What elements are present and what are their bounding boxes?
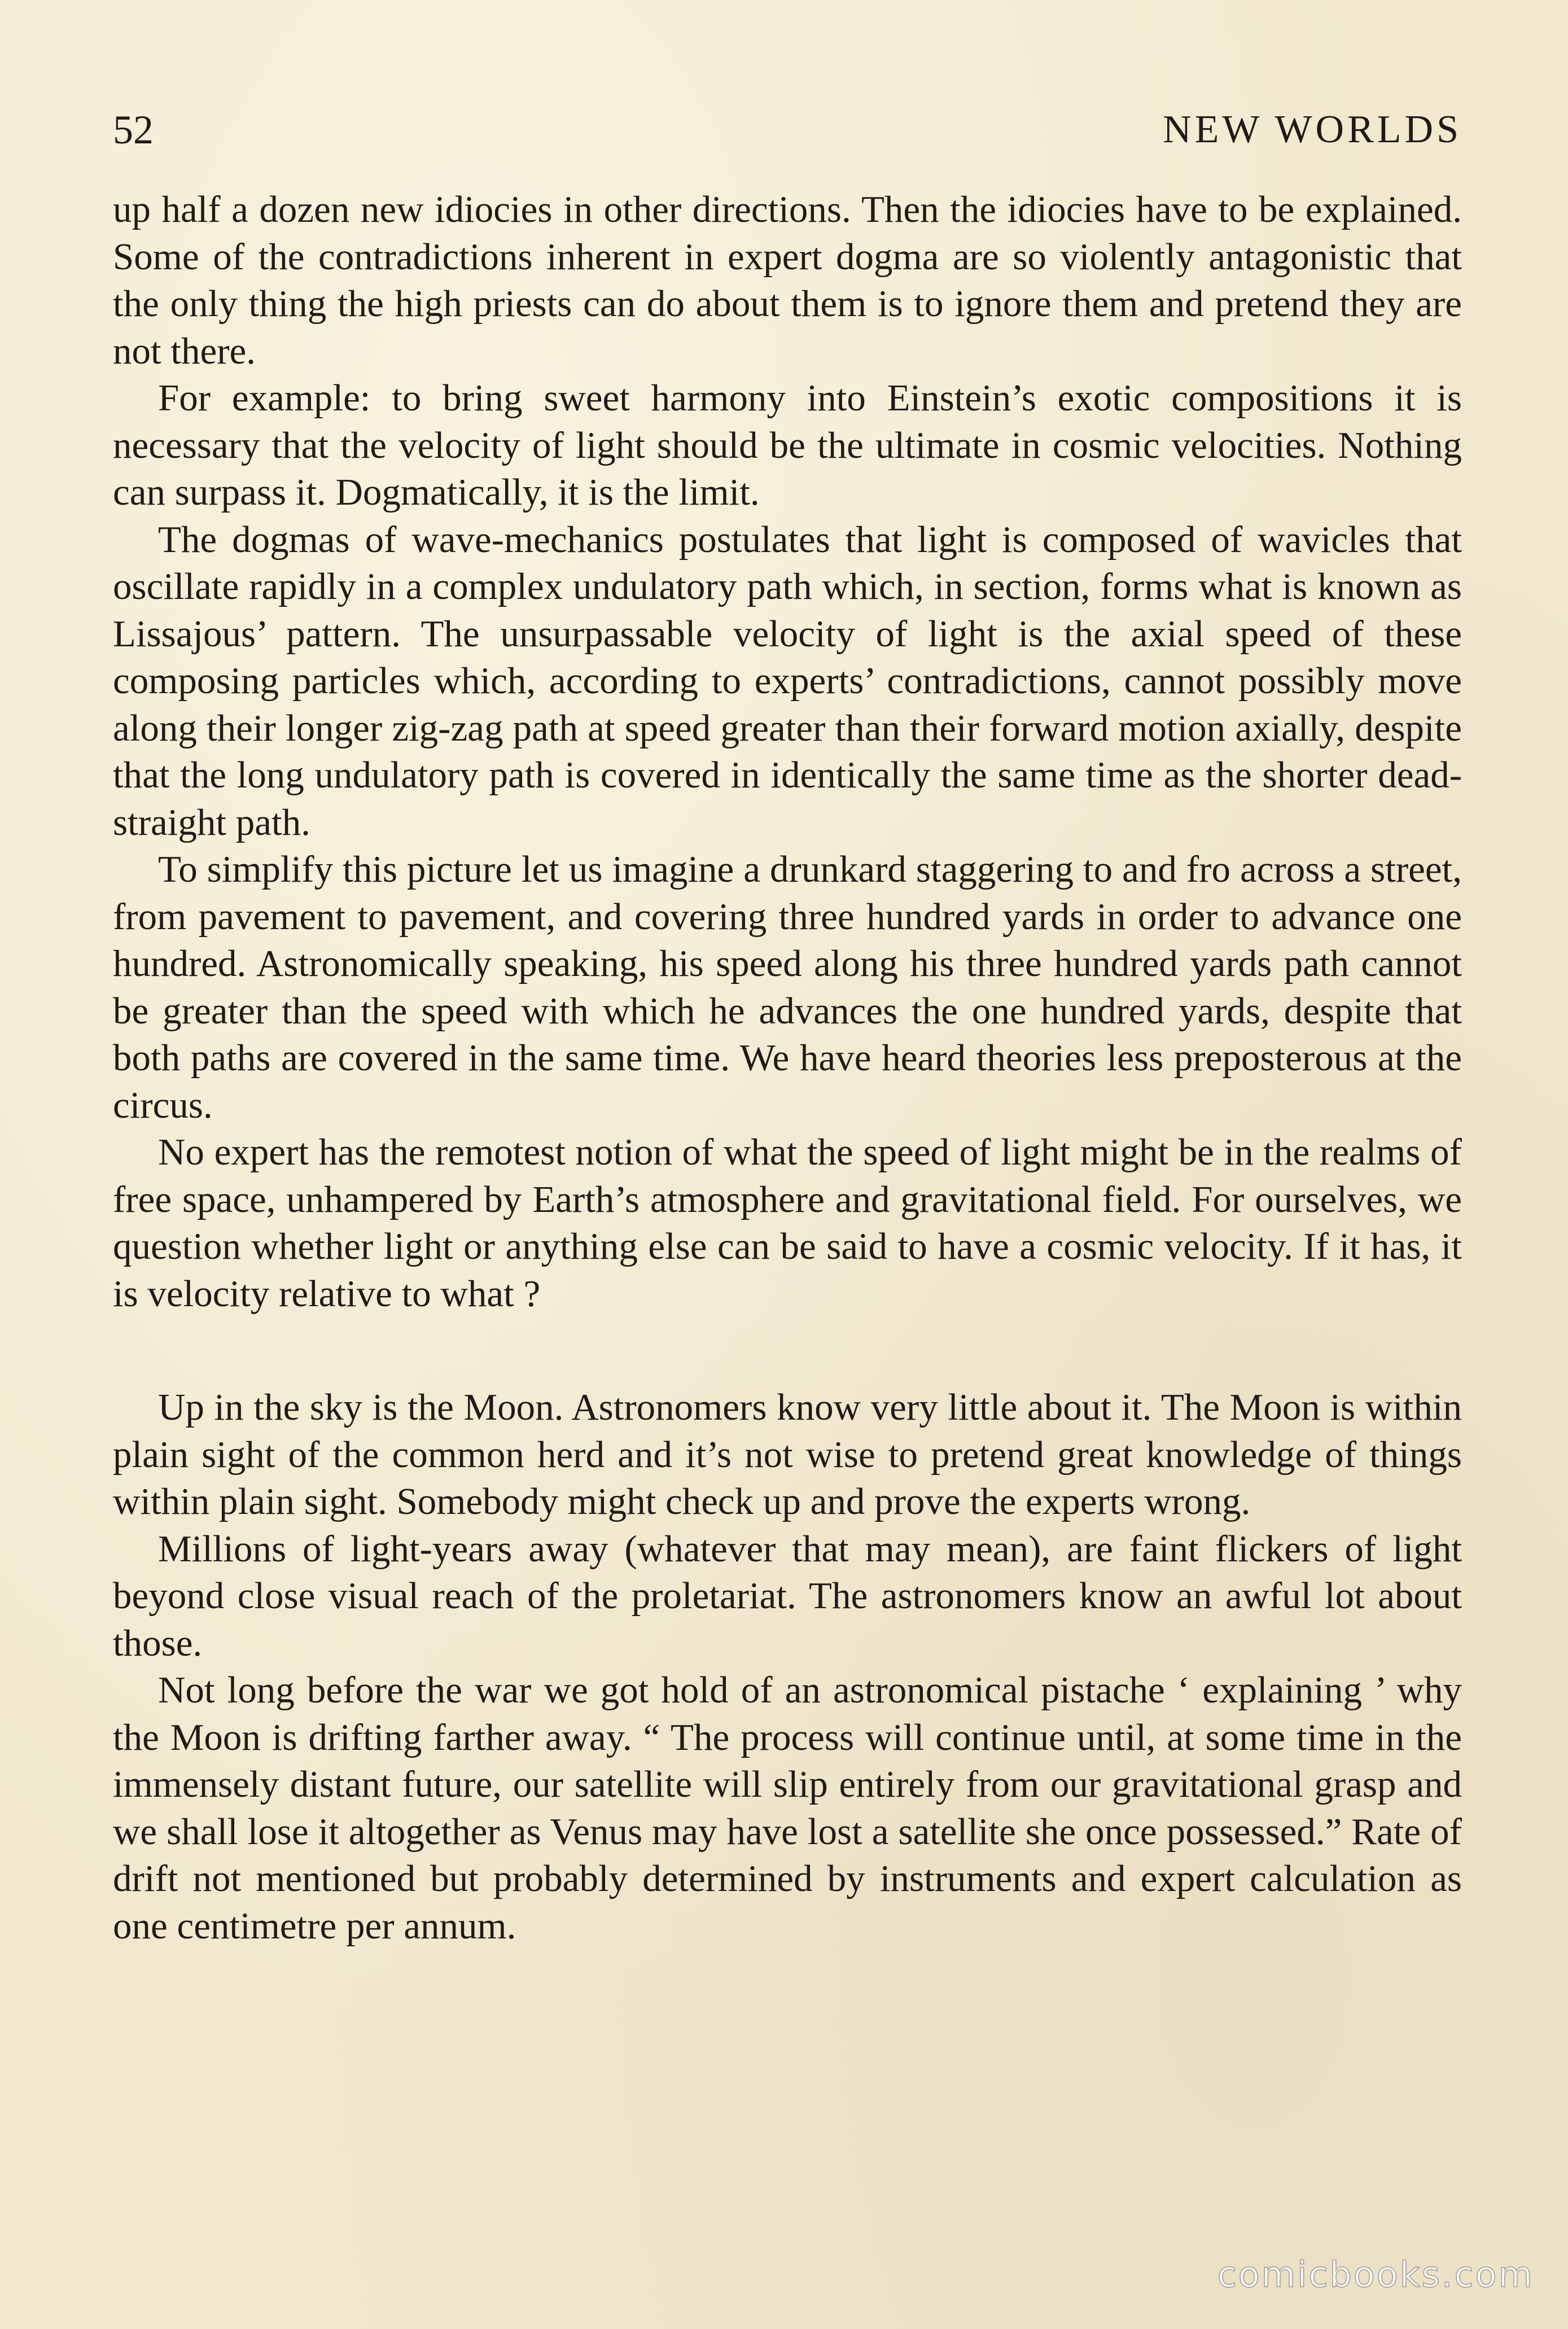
paragraph-light-years: Millions of light-years away (whatever that may mean), are faint flickers of light beyond close visual reach of the proletariat. The astronomers know an awful lot about those.: [113, 1527, 1462, 1664]
paragraph-moon-drift: Not long before the war we got hold of an astronomical pistache ‘ explaining ’ why the Moon is drifting farther away. “ The process will continue until, at some time in the immensely distant future, our satellite will slip entirely from our gravitational grasp and we shall lose it altogether as Venus may have lost a satellite she once possessed.” Rate of drift not mentioned but probably determined by instruments and expert calculation as one centimetre per annum.: [113, 1669, 1462, 1947]
page-number: 52: [113, 107, 154, 152]
paragraph-drunkard: To simplify this picture let us imagine a drunkard staggering to and fro across a street, from pavement to pavement, and covering three hundred yards in order to advance one hundred. Astronomically speaking, his speed along his three hundred yards path cannot be greater than the speed with which he advances the one hundred yards, despite that both paths are covered in the same time. We have heard theories less preposterous at the circus.: [113, 848, 1462, 1126]
paragraph-einstein: For example: to bring sweet harmony into Einstein’s exotic compositions it is necessary that the velocity of light should be the ultimate in cosmic velocities. Nothing can surpass it. Dogmatically, it is the limit.: [113, 377, 1462, 513]
watermark-logo: comicbooks.com: [1217, 2254, 1534, 2295]
body-text: [113, 186, 1462, 1950]
paragraph-moon: Up in the sky is the Moon. Astronomers know very little about it. The Moon is within plain sight of the common herd and it’s not wise to pretend great knowledge of things within plain sight. Somebody might check up and prove the experts wrong.: [113, 1386, 1462, 1522]
page-header: [113, 102, 1462, 158]
section-break: [113, 1317, 1462, 1384]
paragraph-speed-of-light: No expert has the remotest notion of what the speed of light might be in the realms of free space, unhampered by Earth’s atmosphere and gravitational field. For ourselves, we question whether light or anything else can be said to have a cosmic velocity. If it has, it is velocity relative to what ?: [113, 1131, 1462, 1315]
running-title: NEW WORLDS: [1163, 108, 1462, 151]
paragraph-continued: up half a dozen new idiocies in other directions. Then the idiocies have to be explained. Some of the contradictions inherent in expert dogma are so violently antagonistic that the only thing the high priests can do about them is to ignore them and pretend they are not there.: [113, 189, 1462, 372]
paragraph-wave-mechanics: The dogmas of wave-mechanics postulates that light is composed of wavicles that oscillate rapidly in a complex undulatory path which, in section, forms what is known as Lissajous’ pattern. The unsurpassable velocity of light is the axial speed of these composing particles which, according to experts’ contradictions, cannot possibly move along their longer zig-zag path at speed greater than their forward motion axially, despite that the long undulatory path is covered in identically the same time as the shorter dead-straight path.: [113, 518, 1462, 843]
